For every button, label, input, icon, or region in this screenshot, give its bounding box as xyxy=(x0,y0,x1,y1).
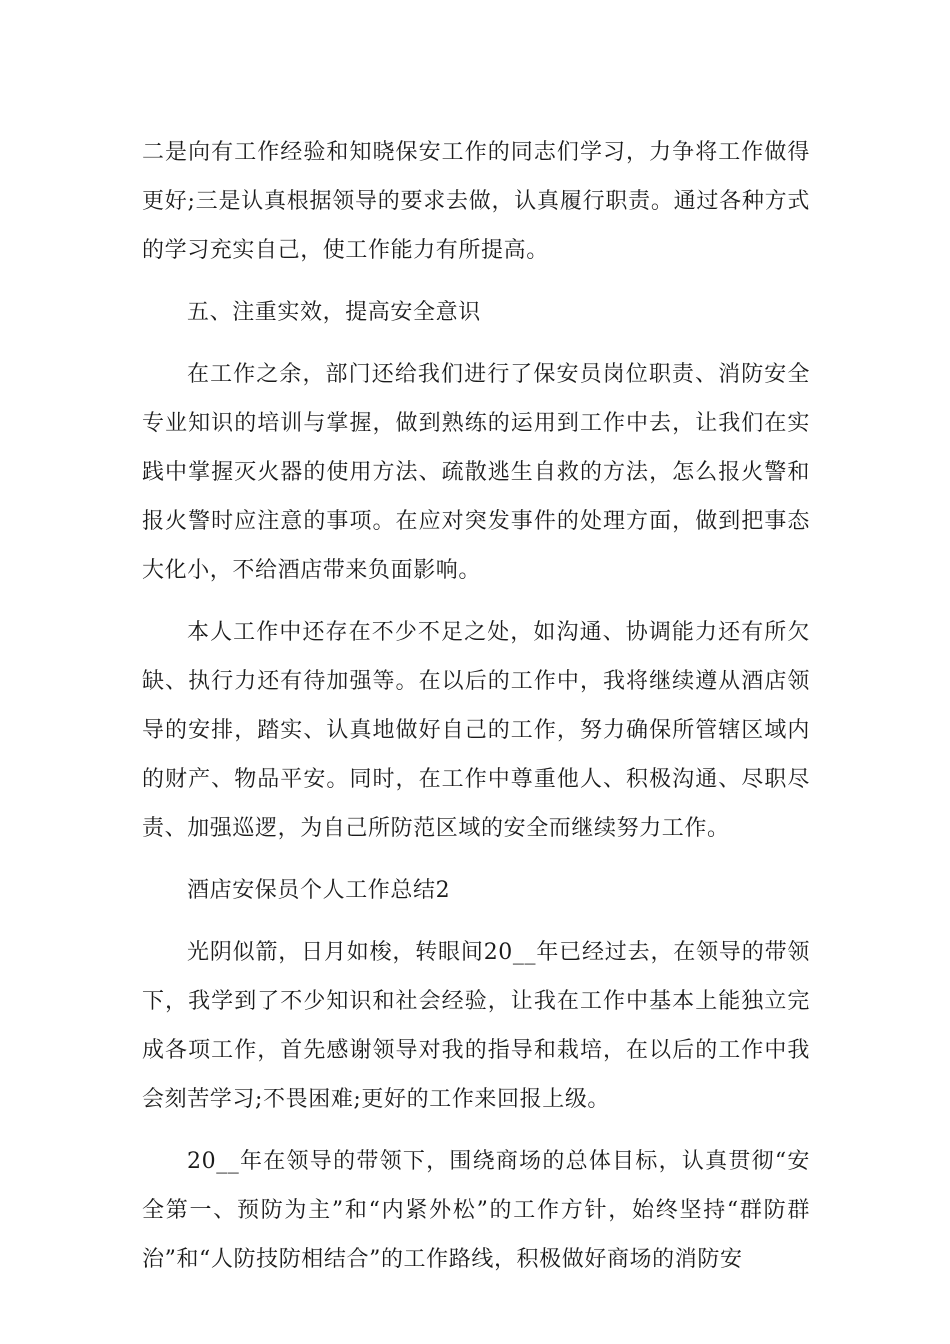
paragraph-shortcomings: 本人工作中还存在不少不足之处，如沟通、协调能力还有所欠缺、执行力还有待加强等。在以后的工作中，我将继续遵从酒店领导的安排，踏实、认真地做好自己的工作，努力确保所管辖区域内的财产、物品平安。同时，在工作中尊重他人、积极沟通、尽职尽责、加强巡逻，为自己所防范区域的安全而继续努力工作。 xyxy=(142,620,810,841)
paragraph-intro-year: 光阴似箭，日月如梭，转眼间20__年已经过去，在领导的带领下，我学到了不少知识和社会经验，让我在工作中基本上能独立完成各项工作，首先感谢领导对我的指导和栽培，在以后的工作中我会刻苦学习;不畏困难;更好的工作来回报上级。 xyxy=(142,940,810,1112)
document-title-2: 酒店安保员个人工作总结2 xyxy=(187,878,451,903)
paragraph-safety-policy: 20__年在领导的带领下，围绕商场的总体目标，认真贯彻“安全第一、预防为主”和“内紧外松”的工作方针，始终坚持“群防群治”和“人防技防相结合”的工作路线，积极做好商场的消防安 xyxy=(142,1149,810,1272)
section-heading-five: 五、注重实效，提高安全意识 xyxy=(187,300,481,325)
paragraph-training: 在工作之余，部门还给我们进行了保安员岗位职责、消防安全专业知识的培训与掌握，做到熟练的运用到工作中去，让我们在实践中掌握灭火器的使用方法、疏散逃生自救的方法，怎么报火警和报火警时应注意的事项。在应对突发事件的处理方面，做到把事态大化小，不给酒店带来负面影响。 xyxy=(142,362,810,583)
document-body xyxy=(142,128,810,1297)
paragraph-study-methods: 二是向有工作经验和知晓保安工作的同志们学习，力争将工作做得更好;三是认真根据领导的要求去做，认真履行职责。通过各种方式的学习充实自己，使工作能力有所提高。 xyxy=(142,140,810,263)
